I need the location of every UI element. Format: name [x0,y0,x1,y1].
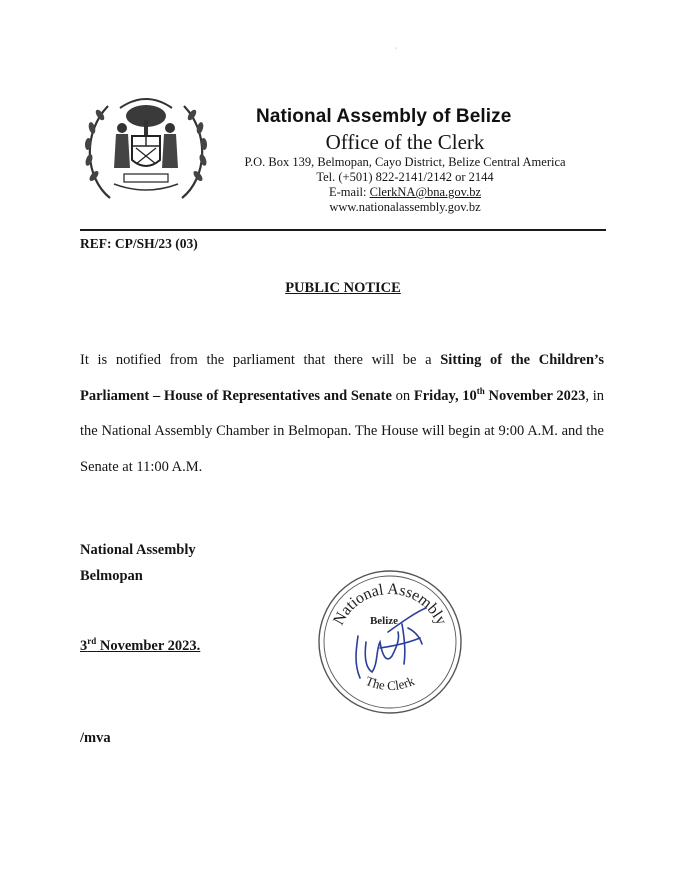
organization-name: National Assembly of Belize [256,106,512,127]
stamp-center-text: Belize [369,615,399,627]
email-line [0,185,690,200]
email-label: E-mail: [329,185,370,199]
notice-body [80,343,604,485]
signature-city: Belmopan [80,568,143,584]
issue-date: 3rd November 2023. [80,636,201,654]
notice-on: on [391,387,414,404]
notice-intro: It is notified from the parliament that there will be a [80,352,441,368]
signature-org: National Assembly [80,542,196,558]
typist-initials: /mva [80,730,111,746]
notice-details: , in the National Assembly Chamber in Belmopan. The House will begin at 9:00 A.M. and the Senate at 11:00 A.M. [80,387,605,475]
email-link[interactable]: ClerkNA@bna.gov.bz [369,185,481,199]
office-title: Office of the Clerk [325,130,485,154]
telephone: Tel. (+501) 822-2141/2142 or 2144 [316,170,494,184]
stamp-top-text: National Assembly [330,580,450,628]
reference-number: REF: CP/SH/23 (03) [80,236,198,251]
postal-address: P.O. Box 139, Belmopan, Cayo District, Belize Central America [244,155,566,169]
notice-event: Sitting of the Children’s Parliament – House of Representatives and Senate [80,352,604,404]
website-link[interactable]: www.nationalassembly.gov.bz [329,200,481,214]
header-divider [80,229,606,231]
notice-date: Friday, 10th November 2023 [413,385,586,404]
notice-title: PUBLIC NOTICE [285,280,401,296]
stamp-bottom-text: The Clerk [363,673,417,694]
official-stamp [316,568,464,716]
scan-speck: ◦ [395,46,398,52]
